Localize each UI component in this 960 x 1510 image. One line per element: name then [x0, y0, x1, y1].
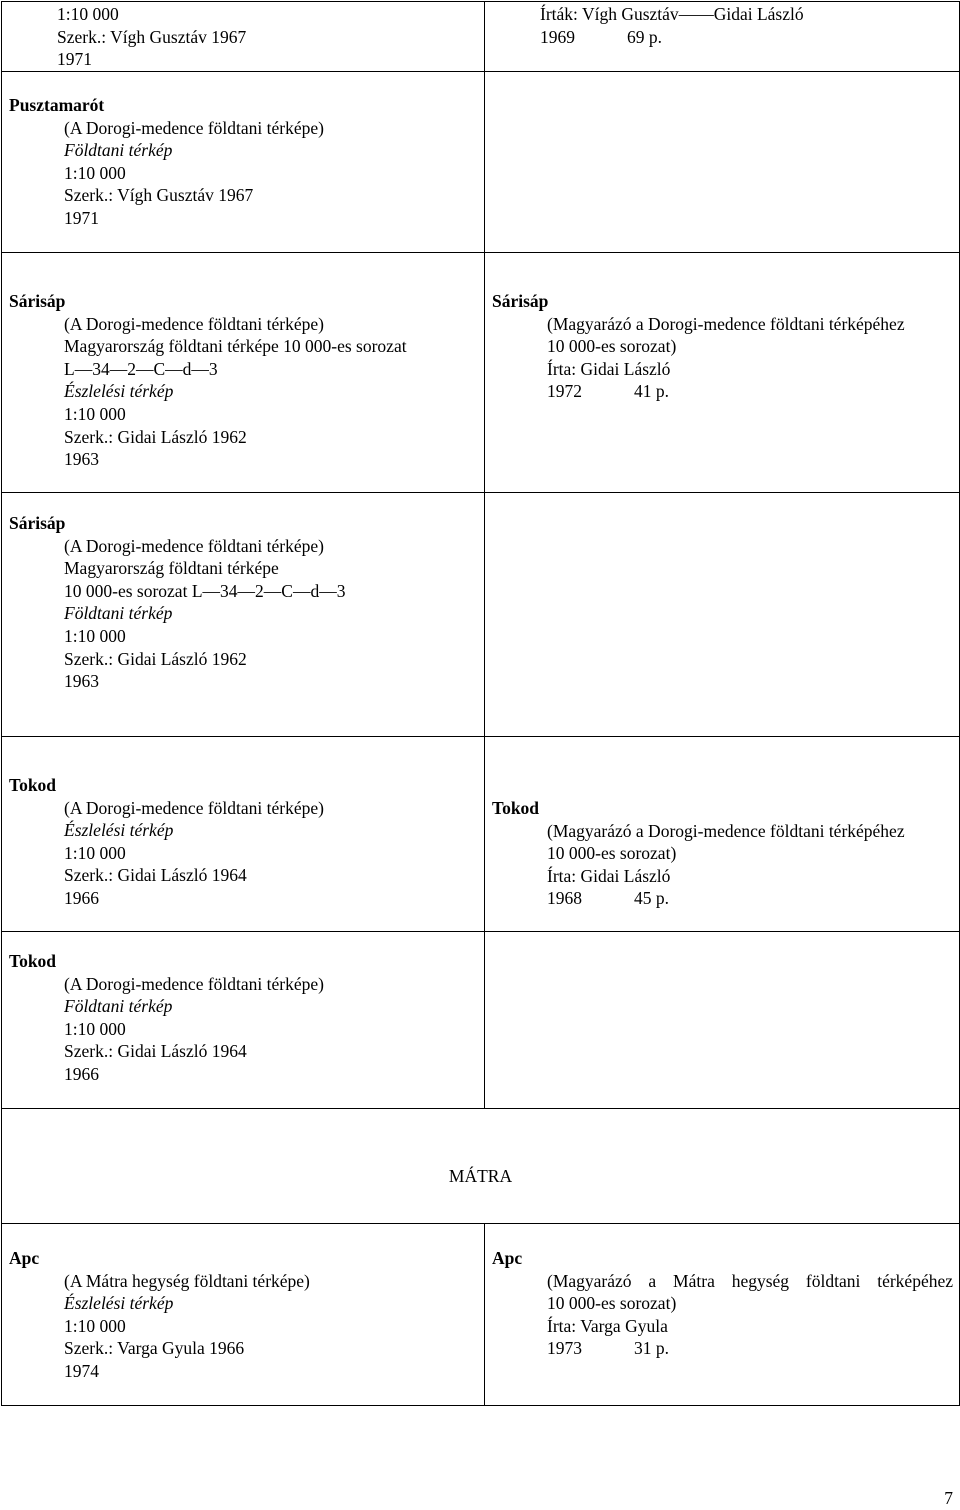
table-row	[2, 72, 960, 253]
explanation-title: (Magyarázó a Dorogi-medence földtani térképéhez	[547, 820, 905, 841]
scale: 1:10 000	[64, 842, 126, 863]
place-name: Tokod	[9, 775, 57, 795]
entry-cell	[2, 2, 485, 72]
scale: 1:10 000	[64, 1315, 126, 1336]
place-name: Tokod	[9, 951, 57, 971]
series: 10 000-es sorozat)	[547, 336, 677, 357]
place-name: Tokod	[492, 798, 540, 818]
series: 10 000-es sorozat)	[547, 843, 677, 864]
series: (A Dorogi-medence földtani térképe)	[64, 117, 324, 138]
sheet-code: L—34—2—C—d—3	[64, 358, 218, 379]
year: 1971	[57, 49, 92, 70]
editor: Szerk.: Varga Gyula 1966	[64, 1338, 245, 1359]
series: (A Dorogi-medence földtani térképe)	[64, 313, 324, 334]
entry-cell	[2, 253, 485, 493]
explanation-cell	[485, 72, 960, 253]
scale: 1:10 000	[64, 1018, 126, 1039]
series: (A Dorogi-medence földtani térképe)	[64, 535, 324, 556]
editor: Szerk.: Gidai László 1964	[64, 865, 247, 886]
explanation-cell	[485, 493, 960, 737]
year: 1971	[64, 207, 99, 228]
sheet-code: 10 000-es sorozat L—34—2—C—d—3	[64, 580, 346, 601]
year: 1966	[64, 887, 99, 908]
place-name: Sárisáp	[9, 513, 66, 533]
series: (A Dorogi-medence földtani térképe)	[64, 973, 324, 994]
table-row	[2, 1224, 960, 1406]
entry-cell	[2, 1224, 485, 1406]
editor: Szerk.: Gidai László 1962	[64, 426, 247, 447]
year: 1963	[64, 449, 99, 470]
explanation-cell	[485, 932, 960, 1109]
explanation-cell	[485, 737, 960, 932]
entry-cell	[2, 932, 485, 1109]
map-type: Földtani térkép	[64, 140, 173, 161]
table-row	[2, 932, 960, 1109]
table-row	[2, 1109, 960, 1224]
map-type: Észlelési térkép	[64, 820, 174, 841]
place-name: Apc	[492, 1248, 523, 1268]
section-header-cell	[2, 1109, 960, 1224]
map-type: Földtani térkép	[64, 603, 173, 624]
page-number: 7	[944, 1488, 953, 1508]
place-name: Pusztamarót	[9, 95, 105, 115]
catalog-table	[1, 1, 960, 1406]
entry-cell	[2, 72, 485, 253]
explanation-title: (Magyarázó a Dorogi-medence földtani térképéhez	[547, 313, 905, 334]
year: 1966	[64, 1063, 99, 1084]
place-name: Sárisáp	[492, 291, 549, 311]
series: (A Dorogi-medence földtani térképe)	[64, 797, 324, 818]
sheet-title: Magyarország földtani térképe 10 000-es sorozat	[64, 336, 407, 357]
entry-cell	[2, 737, 485, 932]
map-type: Észlelési térkép	[64, 1293, 174, 1314]
editor: Szerk.: Gidai László 1962	[64, 648, 247, 669]
section-title: MÁTRA	[448, 1166, 513, 1186]
scale: 1:10 000	[64, 162, 126, 183]
year-pages: 1969 69 p.	[540, 26, 662, 47]
year-pages: 1972 41 p.	[547, 381, 669, 402]
editor: Szerk.: Gidai László 1964	[64, 1041, 247, 1062]
place-name: Apc	[9, 1248, 40, 1268]
explanation-cell	[485, 253, 960, 493]
scale: 1:10 000	[57, 4, 119, 24]
map-type: Földtani térkép	[64, 996, 173, 1017]
table-row	[2, 493, 960, 737]
table-row	[2, 737, 960, 932]
author: Írta: Gidai László	[547, 865, 671, 886]
year-pages: 1973 31 p.	[547, 1338, 669, 1359]
author: Írta: Varga Gyula	[547, 1315, 668, 1336]
author: Írta: Gidai László	[547, 358, 671, 379]
explanation-cell	[485, 2, 960, 72]
year: 1963	[64, 671, 99, 692]
table-row	[2, 2, 960, 72]
entry-cell	[2, 493, 485, 737]
scale: 1:10 000	[64, 403, 126, 424]
explanation-cell	[485, 1224, 960, 1406]
year-pages: 1968 45 p.	[547, 888, 669, 909]
editor: Szerk.: Vígh Gusztáv 1967	[64, 185, 254, 206]
editor: Szerk.: Vígh Gusztáv 1967	[57, 26, 247, 47]
series: 10 000-es sorozat)	[547, 1293, 677, 1314]
scale: 1:10 000	[64, 625, 126, 646]
map-type: Észlelési térkép	[64, 381, 174, 402]
table-row	[2, 253, 960, 493]
series: (A Mátra hegység földtani térképe)	[64, 1270, 310, 1291]
place-name: Sárisáp	[9, 291, 66, 311]
year: 1974	[64, 1360, 99, 1381]
explanation-title: (Magyarázó a Mátra hegység földtani térképéhez	[547, 1270, 953, 1291]
sheet-title: Magyarország földtani térképe	[64, 558, 279, 579]
authors: Írták: Vígh Gusztáv——Gidai László	[540, 4, 804, 24]
